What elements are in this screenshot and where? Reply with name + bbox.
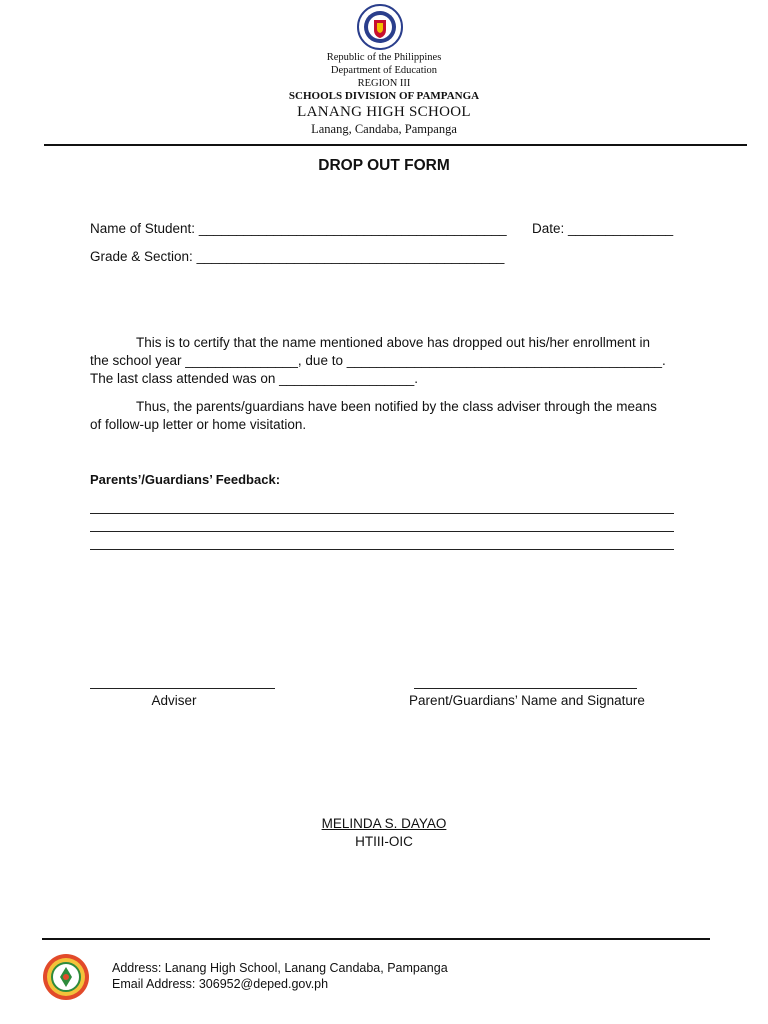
principal-name: MELINDA S. DAYAO xyxy=(321,816,447,831)
grade-blank: _________________________________________ xyxy=(196,249,505,264)
parent-label: Parent/Guardians’ Name and Signature xyxy=(409,693,645,708)
feedback-line[interactable] xyxy=(90,531,674,532)
date-label: Date: xyxy=(532,221,565,236)
name-label: Name of Student: xyxy=(90,221,196,236)
date-field[interactable] xyxy=(532,221,673,236)
header-region: REGION III xyxy=(357,78,411,89)
header-country: Republic of the Philippines xyxy=(326,52,442,63)
name-of-student-field[interactable] xyxy=(90,221,507,236)
footer-divider xyxy=(42,938,710,940)
certify-line-3: The last class attended was on __________________. xyxy=(90,371,419,386)
deped-seal-icon xyxy=(357,4,403,50)
form-title: DROP OUT FORM xyxy=(318,157,450,174)
school-logo-icon xyxy=(42,953,90,1001)
date-blank: ______________ xyxy=(568,221,674,236)
principal-title: HTIII-OIC xyxy=(355,834,413,849)
notice-line-1: Thus, the parents/guardians have been notified by the class adviser through the means xyxy=(136,399,657,414)
header-location: Lanang, Candaba, Pampanga xyxy=(311,122,457,136)
grade-label: Grade & Section: xyxy=(90,249,193,264)
certify-line-2: the school year _______________, due to __________________________________________. xyxy=(90,353,666,368)
header-division: SCHOOLS DIVISION OF PAMPANGA xyxy=(288,90,480,102)
notice-line-2: of follow-up letter or home visitation. xyxy=(90,417,307,432)
grade-section-field[interactable] xyxy=(90,249,504,264)
feedback-line[interactable] xyxy=(90,513,674,514)
header-divider xyxy=(44,144,747,146)
header-department: Department of Education xyxy=(330,65,438,76)
name-blank: _________________________________________ xyxy=(198,221,507,236)
adviser-label: Adviser xyxy=(151,693,197,708)
footer-address: Address: Lanang High School, Lanang Candaba, Pampanga xyxy=(112,961,448,975)
adviser-signature-line[interactable] xyxy=(90,688,275,689)
certify-line-1: This is to certify that the name mentioned above has dropped out his/her enrollment in xyxy=(136,335,651,350)
header-school: LANANG HIGH SCHOOL xyxy=(297,104,471,120)
footer-email: Email Address: 306952@deped.gov.ph xyxy=(112,977,329,991)
feedback-label: Parents’/Guardians’ Feedback: xyxy=(90,472,281,487)
parent-signature-line[interactable] xyxy=(414,688,637,689)
feedback-line[interactable] xyxy=(90,549,674,550)
